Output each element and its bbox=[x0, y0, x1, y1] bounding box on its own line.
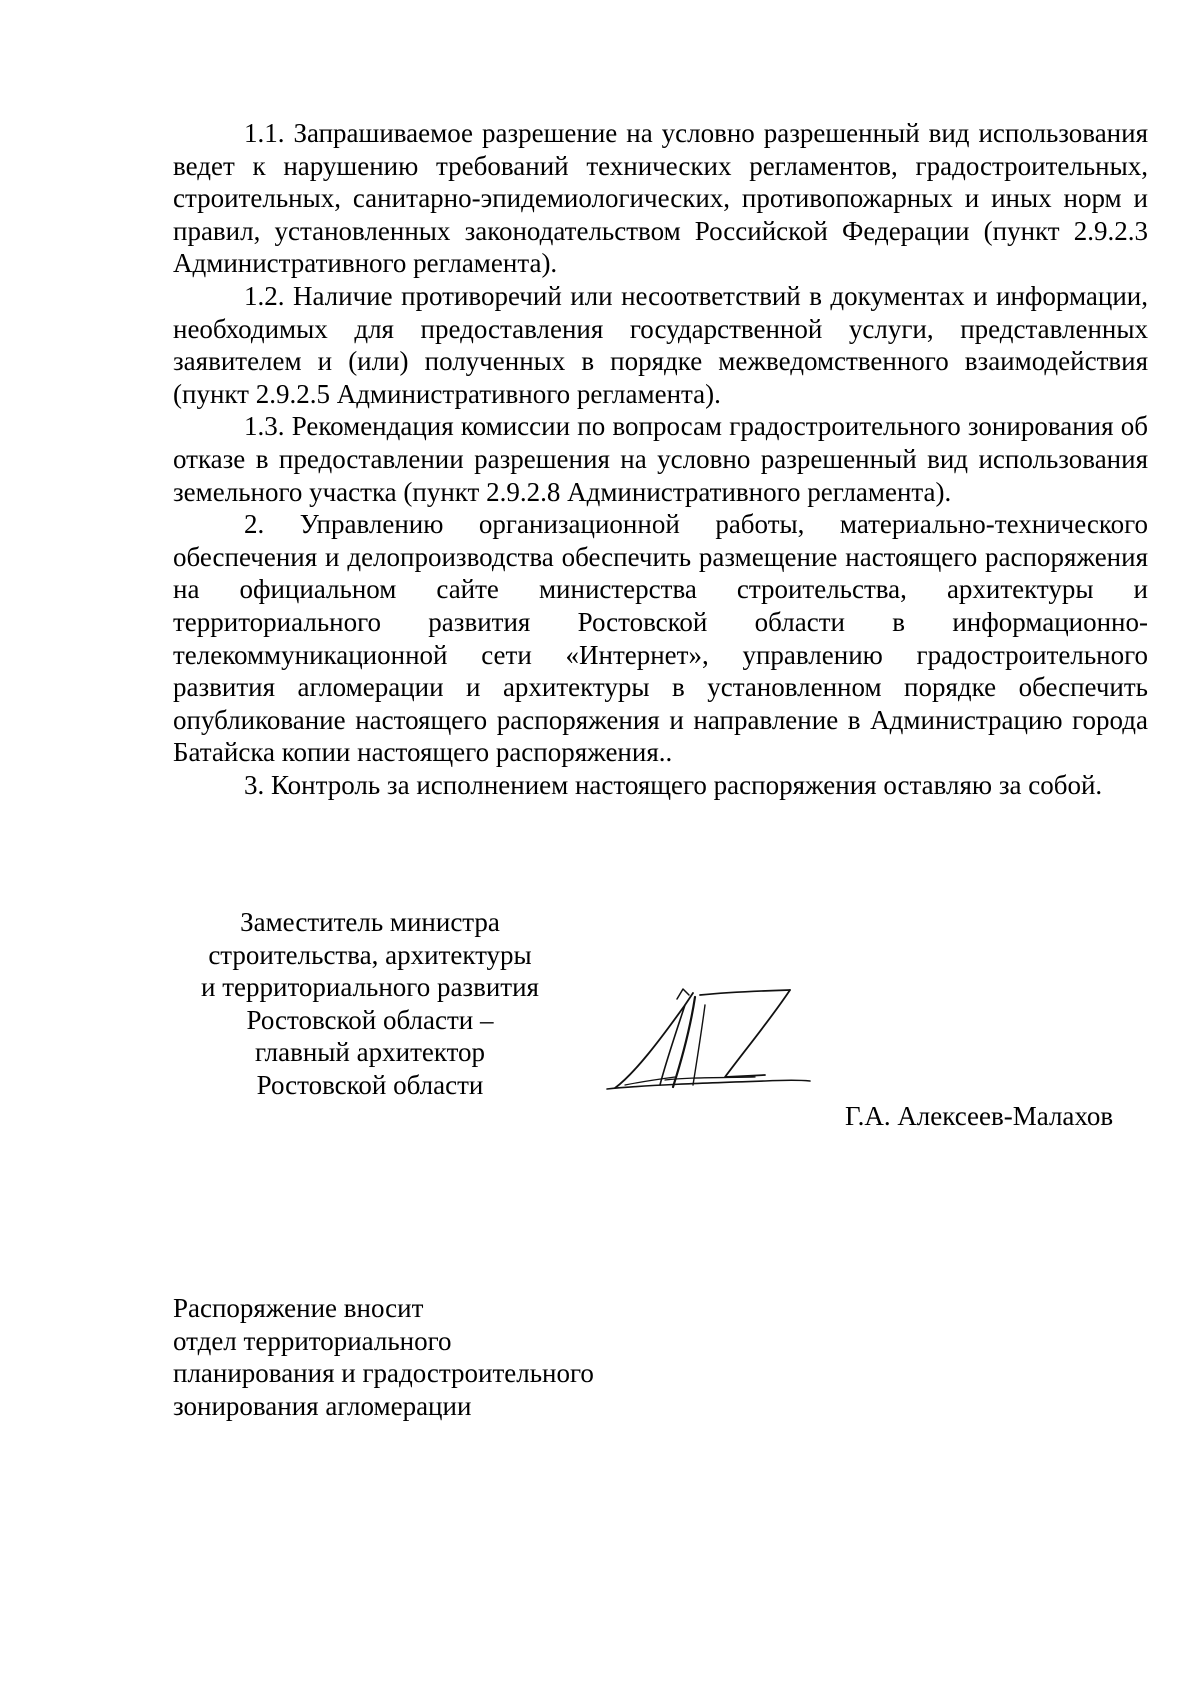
footer-note-line: отдел территориального bbox=[173, 1325, 452, 1356]
paragraph-1-1: 1.1. Запрашиваемое разрешение на условно разрешенный вид использования ведет к нарушению требований технических регламентов, градостроительных, строительных, санитарно-эпидемиологических, противопожарных и иных норм и правил, установленных законодательством Российской Федерации (пункт 2.9.2.3 Административного регламента). bbox=[173, 118, 1148, 279]
signatory-position-line: главный архитектор bbox=[254, 1037, 486, 1068]
handwritten-signature-icon bbox=[605, 985, 815, 1100]
footer-note bbox=[173, 1292, 594, 1422]
footer-note-line: Распоряжение вносит bbox=[173, 1293, 424, 1323]
signatory-position-line: Заместитель министра bbox=[240, 907, 500, 937]
signatory-position-line: Ростовской области – bbox=[246, 1004, 494, 1035]
footer-note-line: планирования и градостроительного bbox=[173, 1358, 594, 1389]
signatory-position bbox=[170, 906, 570, 1102]
signatory-position-line: и территориального развития bbox=[201, 972, 539, 1003]
signatory-position-line: Ростовской области bbox=[256, 1069, 484, 1100]
footer-note-line: зонирования агломерации bbox=[173, 1390, 472, 1421]
paragraph-2: 2. Управлению организационной работы, материально-технического обеспечения и делопроизводства обеспечить размещение настоящего распоряжения на официальном сайте министерства строительства, архитектуры и территориального развития Ростовской области в информационно-телекоммуникационной сети «Интернет», управлению градостроительного развития агломерации и архитектуры в установленном порядке обеспечить опубликование настоящего распоряжения и направление в Администрацию города Батайска копии настоящего распоряжения.. bbox=[173, 509, 1148, 768]
signatory-name: Г.А. Алексеев-Малахов bbox=[845, 1101, 1114, 1131]
paragraph-1-2: 1.2. Наличие противоречий или несоответствий в документах и информации, необходимых для предоставления государственной услуги, представленных заявителем и (или) полученных в порядке межведомственного взаимодействия (пункт 2.9.2.5 Административного регламента). bbox=[173, 280, 1148, 409]
document-body bbox=[173, 117, 1148, 801]
paragraph-1-3: 1.3. Рекомендация комиссии по вопросам градостроительного зонирования об отказе в предоставлении разрешения на условно разрешенный вид использования земельного участка (пункт 2.9.2.8 Административного регламента). bbox=[173, 411, 1148, 507]
paragraph-3: 3. Контроль за исполнением настоящего распоряжения оставляю за собой. bbox=[244, 769, 1103, 800]
signatory-position-line: строительства, архитектуры bbox=[208, 939, 532, 970]
